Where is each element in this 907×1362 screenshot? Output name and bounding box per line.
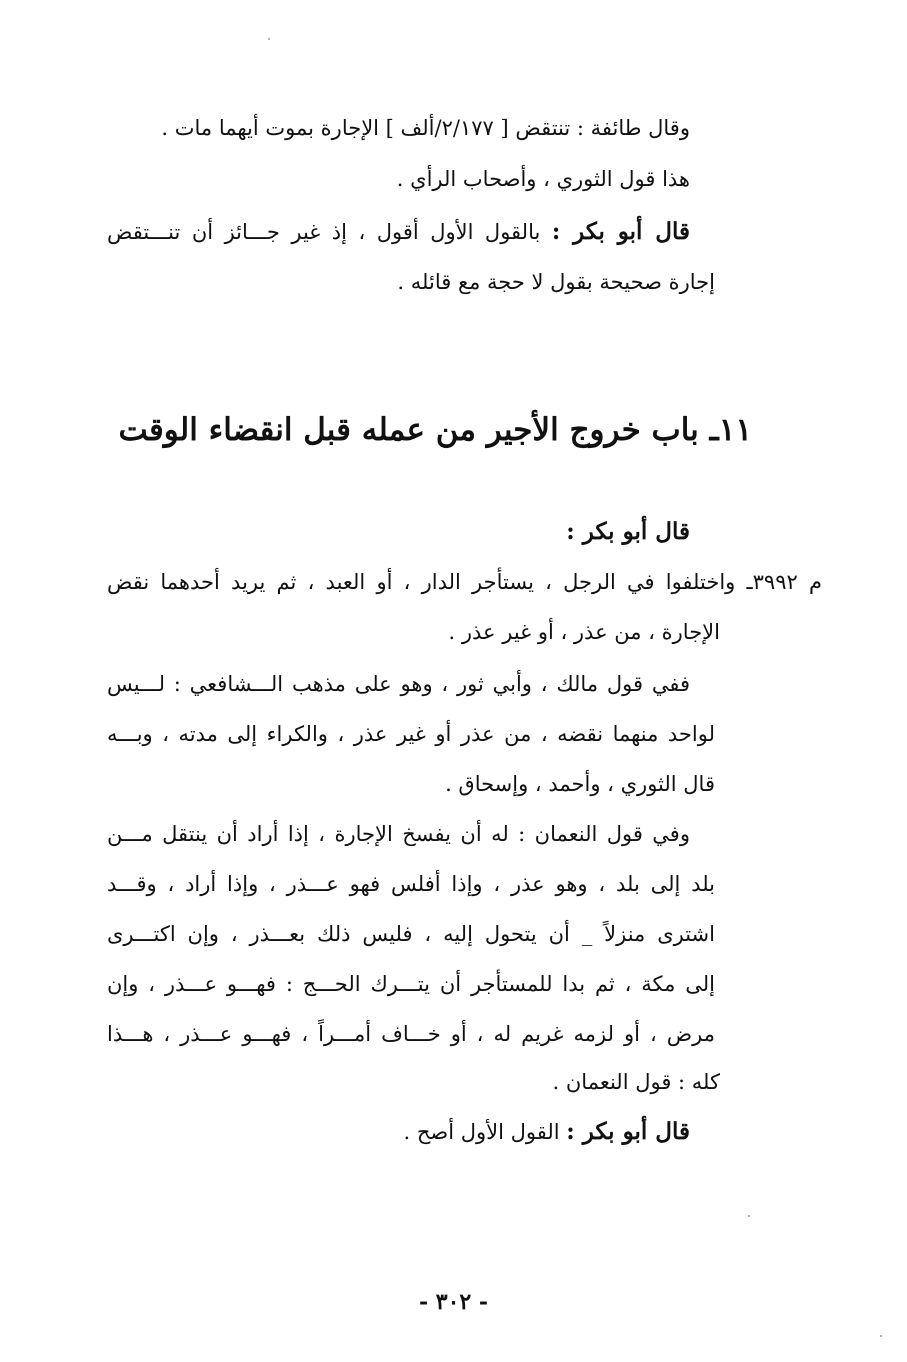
scan-speck [880, 1335, 882, 1337]
text-line [107, 208, 690, 256]
text-line: اشترى منزلاً _ أن يتحول إليه ، فليس ذلك بعـــذر ، وإن اكتـــرى [107, 922, 715, 946]
page-number: - ٣٠٢ - [418, 1289, 489, 1315]
text-span: القول الأول أصح . [403, 1120, 567, 1144]
text-line: لواحد منهما نقضه ، من عذر أو غير عذر ، والكراء إلى مدته ، وبـــه [107, 722, 715, 746]
text-line: إلى مكة ، ثم بدا للمستأجر أن يتـــرك الحـــج : فهـــو عـــذر ، وإن [107, 972, 715, 996]
text-line: وفي قول النعمان : له أن يفسخ الإجارة ، إذا أراد أن ينتقل مـــن [107, 822, 690, 846]
scan-speck [268, 38, 270, 40]
text-line: إجارة صحيحة بقول لا حجة مع قائله . [397, 270, 715, 294]
text-line: كله : قول النعمان . [552, 1070, 720, 1094]
text-line: وقال طائفة : تنتقض [ ٢/١٧٧/ألف ] الإجارة بموت أيهما مات . [161, 116, 690, 140]
speaker-label: قال أبو بكر : [551, 218, 690, 245]
chapter-heading: ١١ـ باب خروج الأجير من عمله قبل انقضاء الوقت [118, 412, 752, 448]
scan-speck [748, 1215, 750, 1217]
text-line: مرض ، أو لزمه غريم له ، أو خـــاف أمـــراً ، فهـــو عـــذر ، هـــذا [107, 1022, 715, 1046]
text-line: ففي قول مالك ، وأبي ثور ، وهو على مذهب الـــشافعي : لـــيس [107, 672, 690, 696]
text-line: بلد إلى بلد ، وهو عذر ، وإذا أفلس فهو عـــذر ، وإذا أراد ، وقـــد [107, 872, 715, 896]
text-line [365, 1108, 690, 1156]
text-line: م ٣٩٩٢ـ واختلفوا في الرجل ، يستأجر الدار ، أو العبد ، ثم يريد أحدهما نقض [107, 570, 822, 594]
speaker-label: قال أبو بكر : [566, 1118, 690, 1145]
text-line: قال الثوري ، وأحمد ، وإسحاق . [445, 772, 715, 796]
text-line: هذا قول الثوري ، وأصحاب الرأي . [396, 167, 690, 191]
text-line: الإجارة ، من عذر ، أو غير عذر . [448, 620, 720, 644]
speaker-label: قال أبو بكر : [566, 518, 690, 545]
text-span: بالقول الأول أقول ، إذ غير جـــائز أن تنـــتقض [107, 220, 552, 244]
